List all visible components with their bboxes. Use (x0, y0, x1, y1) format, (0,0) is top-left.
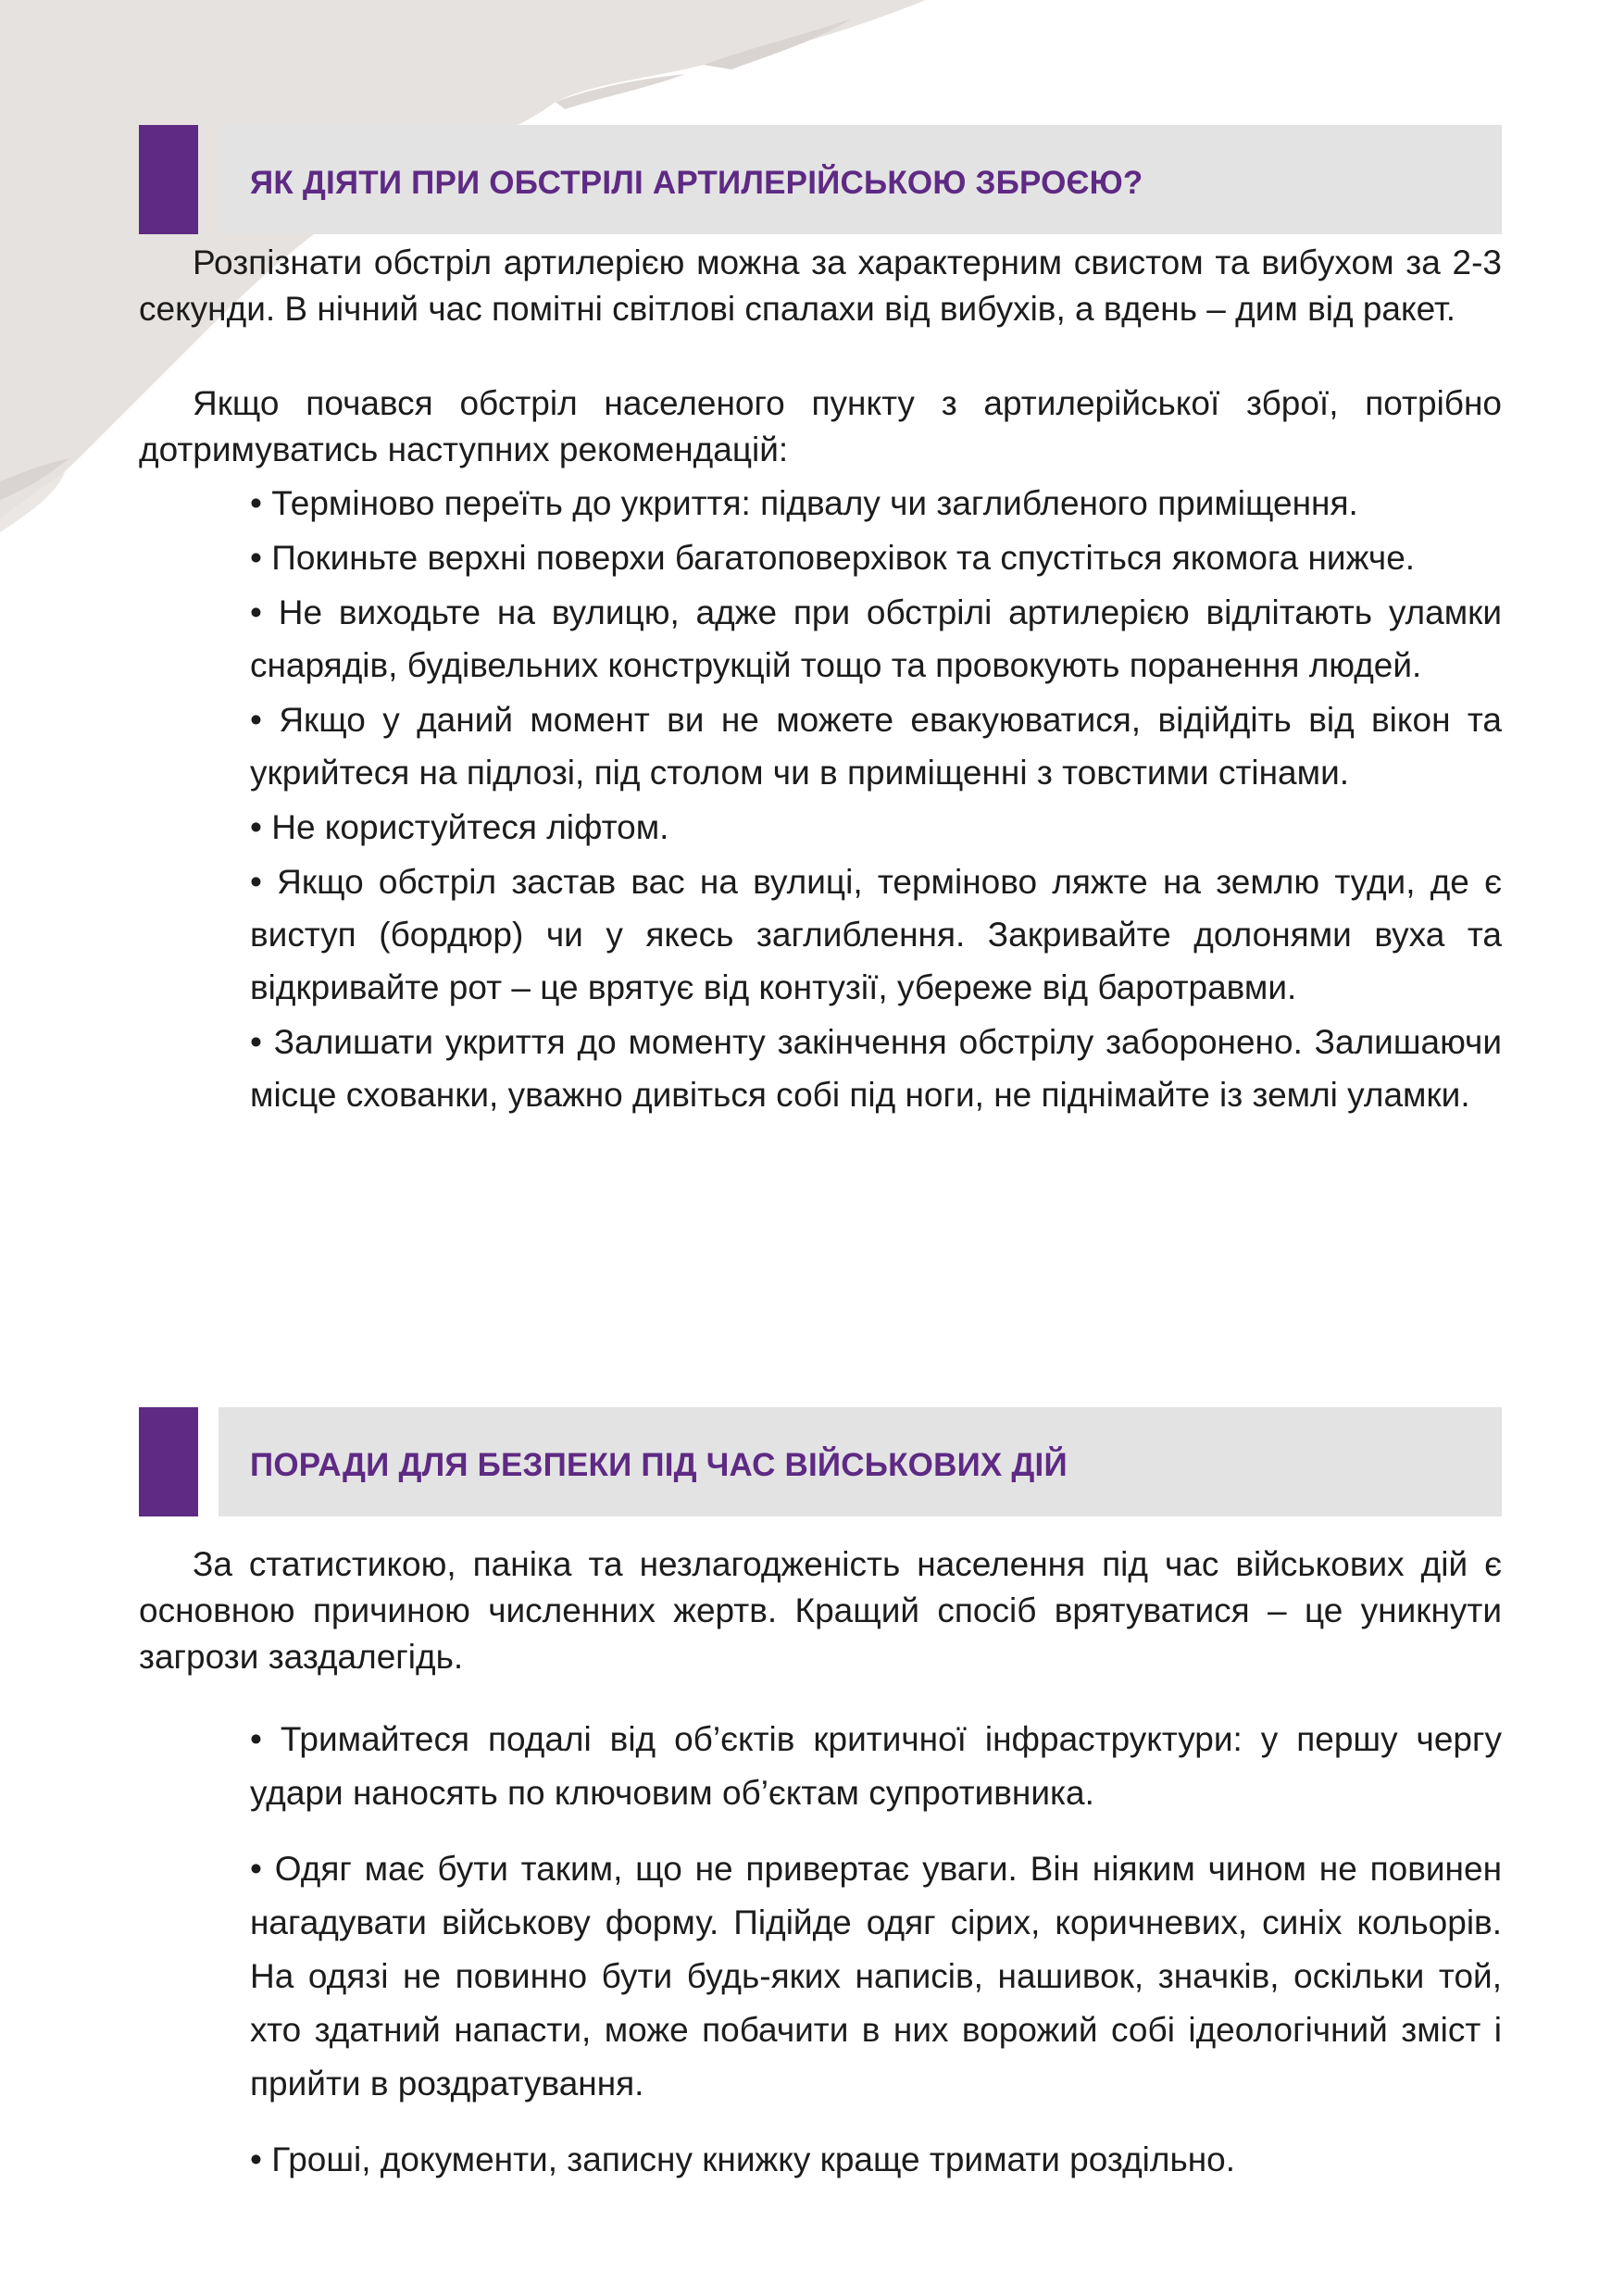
paragraph-statistics: За статистикою, паніка та незлагодженість населення під час військових дій є основною причиною численних жертв. Кращий спосіб врятуватися – це уникнути загрози заздалегідь. (139, 1545, 1502, 1676)
list-item: • Якщо обстріл застав вас на вулиці, терміново ляжте на землю туди, де є виступ (бордюр) чи у якесь заглиблення. Закривайте долонями вуха та відкривайте рот – це врятує від контузії, убереже від баротравми. (250, 863, 1502, 1006)
list-item: • Тримайтеся подалі від об’єктів критичної інфраструктури: у першу чергу удари наносять по ключовим об’єктам супротивника. (250, 1720, 1502, 1812)
list-item: • Залишати укриття до моменту закінчення обстрілу заборонено. Залишаючи місце схованки, уважно дивіться собі під ноги, не піднімайте із землі уламки. (250, 1023, 1502, 1114)
section-header-artillery (139, 125, 1502, 234)
list-item: • Не користуйтеся ліфтом. (250, 808, 669, 846)
list-item: • Не виходьте на вулицю, адже при обстрілі артилерією відлітають уламки снарядів, будівельних конструкцій тощо та провокують поранення людей. (250, 593, 1502, 684)
bullet-list-artillery (250, 477, 1502, 1121)
section-title: ПОРАДИ ДЛЯ БЕЗПЕКИ ПІД ЧАС ВІЙСЬКОВИХ ДІЙ (250, 1447, 1068, 1483)
list-item: • Покиньте верхні поверхи багатоповерхівок та спустіться якомога нижче. (250, 539, 1416, 577)
section-header-safety (139, 1407, 1502, 1516)
section-title: ЯК ДІЯТИ ПРИ ОБСТРІЛІ АРТИЛЕРІЙСЬКОЮ ЗБРОЄЮ? (250, 165, 1143, 201)
list-item: • Терміново переїть до укриття: підвалу чи заглибленого приміщення. (250, 484, 1358, 522)
list-item: • Гроші, документи, записну книжку краще тримати роздільно. (250, 2140, 1236, 2178)
accent-bar (139, 125, 198, 234)
paragraph-intro: Розпізнати обстріл артилерією можна за характерним свистом та вибухом за 2-3 секунди. В нічний час помітні світлові спалахи від вибухів, а вдень – дим від ракет. (139, 243, 1502, 328)
paragraph-recommendations: Якщо почався обстріл населеного пункту з артилерійської зброї, потрібно дотримуватись наступних рекомендацій: (139, 384, 1502, 468)
accent-bar (139, 1407, 198, 1516)
list-item: • Якщо у даний момент ви не можете евакуюватися, відійдіть від вікон та укрийтеся на підлозі, під столом чи в приміщенні з товстими стінами. (250, 701, 1502, 792)
bullet-list-safety (250, 1713, 1502, 2187)
list-item: • Одяг має бути таким, що не привертає уваги. Він ніяким чином не повинен нагадувати військову форму. Підійде одяг сірих, коричневих, синіх кольорів. На одязі не повинно бути будь-яких написів, нашивок, значків, оскільки той, хто здатний напасти, може побачити в них ворожий собі ідеологічний зміст і прийти в роздратування. (250, 1850, 1502, 2103)
